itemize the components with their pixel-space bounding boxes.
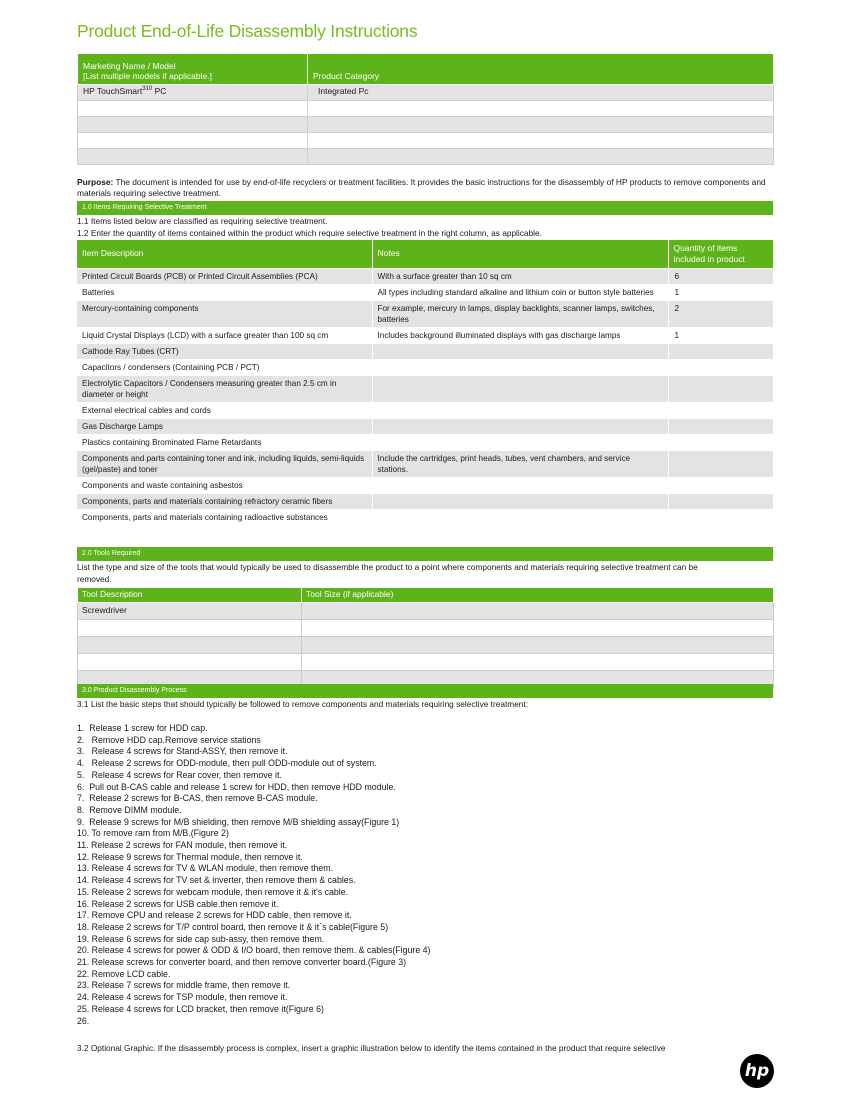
items-table-row	[77, 402, 773, 418]
item-description-header: Item Description	[77, 240, 372, 268]
items-table-row	[77, 343, 773, 359]
notes-cell: Include the cartridges, print heads, tubes, vent chambers, and service stations.	[372, 450, 668, 477]
product-row	[78, 133, 774, 149]
quantity-cell: 1	[668, 284, 773, 300]
tool-description-cell	[78, 620, 302, 637]
product-row	[78, 149, 774, 165]
item-description-cell: Plastics containing Brominated Flame Retardants	[77, 434, 372, 450]
items-table-row	[77, 418, 773, 434]
items-table-row	[77, 509, 773, 525]
model-name: HP TouchSmart	[83, 86, 143, 96]
disassembly-step: 26.	[77, 1015, 90, 1026]
notes-cell	[372, 477, 668, 493]
section-1-heading: 1.0 Items Requiring Selective Treatment	[77, 201, 773, 215]
section-3-line-1: 3.1 List the basic steps that should typically be followed to remove components and materials requiring selective treatment:	[77, 699, 529, 709]
item-description-cell: Liquid Crystal Displays (LCD) with a surface greater than 100 sq cm	[77, 327, 372, 343]
items-table-row	[77, 359, 773, 375]
section-1-line-1: 1.1 Items listed below are classified as requiring selective treatment.	[77, 216, 328, 226]
item-description-cell: Mercury-containing components	[77, 300, 372, 327]
disassembly-step: 6. Pull out B-CAS cable and release 1 screw for HDD, then remove HDD module.	[77, 781, 396, 792]
disassembly-step: 17. Remove CPU and release 2 screws for HDD cable, then remove it.	[77, 910, 352, 921]
tool-size-cell	[302, 637, 774, 654]
notes-cell: All types including standard alkaline and lithium coin or button style batteries	[372, 284, 668, 300]
tools-table-row	[78, 620, 774, 637]
items-table-row	[77, 284, 773, 300]
items-table-header	[77, 240, 773, 268]
category-header: Product Category	[308, 54, 774, 85]
disassembly-step: 4. Release 2 screws for ODD-module, then pull ODD-module out of system.	[77, 758, 377, 769]
disassembly-step: 13. Release 4 screws for TV & WLAN module, then remove them.	[77, 863, 334, 874]
quantity-cell	[668, 402, 773, 418]
tools-table	[77, 587, 774, 688]
notes-cell	[372, 402, 668, 418]
product-table-header	[78, 54, 774, 85]
model-sup: 310	[142, 86, 153, 93]
disassembly-step: 22. Remove LCD cable.	[77, 968, 171, 979]
notes-cell	[372, 359, 668, 375]
hp-logo: hp	[740, 1054, 774, 1088]
disassembly-step: 5. Release 4 screws for Rear cover, then remove it.	[77, 769, 282, 780]
quantity-cell	[668, 418, 773, 434]
tool-size-header: Tool Size (if applicable)	[302, 588, 774, 603]
quantity-cell: 6	[668, 268, 773, 284]
item-description-cell: External electrical cables and cords	[77, 402, 372, 418]
tool-description-cell: Screwdriver	[78, 603, 302, 620]
section-2-line-1: List the type and size of the tools that would typically be used to disassemble the product to a point where components and materials requiring selective treatment can be	[77, 562, 698, 572]
quantity-cell	[668, 509, 773, 525]
quantity-cell: 1	[668, 327, 773, 343]
items-table	[77, 240, 774, 526]
notes-cell	[372, 493, 668, 509]
quantity-cell	[668, 450, 773, 477]
item-description-cell: Electrolytic Capacitors / Condensers measuring greater than 2.5 cm in diameter or height	[77, 375, 372, 402]
tool-description-header: Tool Description	[78, 588, 302, 603]
model-header-line1: Marketing Name / Model	[83, 61, 176, 71]
items-table-row	[77, 493, 773, 509]
product-row	[78, 117, 774, 133]
disassembly-step: 21. Release screws for converter board, and then remove converter board.(Figure 3)	[77, 957, 407, 968]
category-cell: Integrated Pc	[308, 85, 774, 101]
model-suffix: PC	[152, 86, 167, 96]
disassembly-step: 20. Release 4 screws for power & ODD & I/O board, then remove them. & cables(Figure 4)	[77, 945, 431, 956]
section-2-heading: 2.0 Tools Required	[77, 547, 773, 561]
item-description-cell: Gas Discharge Lamps	[77, 418, 372, 434]
purpose-text: The document is intended for use by end-of-life recyclers or treatment facilities. It provides the basic instructions for the disassembly of HP products to remove components and materials requiring selective treatment.	[77, 177, 766, 198]
disassembly-step: 10. To remove ram from M/B.(Figure 2)	[77, 828, 229, 839]
disassembly-step: 3. Release 4 screws for Stand-ASSY, then remove it.	[77, 746, 288, 757]
quantity-cell	[668, 375, 773, 402]
section-2-line-2: removed.	[77, 574, 112, 584]
notes-header: Notes	[372, 240, 668, 268]
item-description-cell: Components, parts and materials containing radioactive substances	[77, 509, 372, 525]
disassembly-step: 1. Release 1 screw for HDD cap.	[77, 723, 208, 733]
notes-cell	[372, 434, 668, 450]
notes-cell	[372, 343, 668, 359]
tool-description-cell	[78, 637, 302, 654]
notes-cell	[372, 509, 668, 525]
item-description-cell: Batteries	[77, 284, 372, 300]
section-3-line-2: 3.2 Optional Graphic. If the disassembly process is complex, insert a graphic illustration below to identify the items contained in the product that require selective	[77, 1043, 666, 1053]
disassembly-step: 19. Release 6 screws for side cap sub-assy, then remove them.	[77, 933, 325, 944]
tool-size-cell	[302, 603, 774, 620]
model-header	[78, 54, 308, 85]
tools-table-row	[78, 603, 774, 620]
purpose-label: Purpose:	[77, 177, 114, 187]
tool-size-cell	[302, 654, 774, 671]
items-table-row	[77, 327, 773, 343]
page-title: Product End-of-Life Disassembly Instructions	[77, 21, 418, 41]
quantity-cell	[668, 359, 773, 375]
items-table-row	[77, 300, 773, 327]
items-table-row	[77, 450, 773, 477]
disassembly-step: 16. Release 2 screws for USB cable.then remove it.	[77, 898, 279, 909]
item-description-cell: Capacitors / condensers (Containing PCB / PCT)	[77, 359, 372, 375]
notes-cell: For example, mercury in lamps, display backlights, scanner lamps, switches, batteries	[372, 300, 668, 327]
purpose-paragraph	[77, 177, 773, 199]
disassembly-step: 18. Release 2 screws for T/P control board, then remove it & it`s cable(Figure 5)	[77, 921, 389, 932]
item-description-cell: Components, parts and materials containing refractory ceramic fibers	[77, 493, 372, 509]
notes-cell: Includes background illuminated displays with gas discharge lamps	[372, 327, 668, 343]
disassembly-step: 12. Release 9 screws for Thermal module, then remove it.	[77, 851, 303, 862]
model-cell	[78, 85, 308, 101]
quantity-header: Quantity of items included in product	[668, 240, 773, 268]
disassembly-steps	[77, 723, 773, 1027]
item-description-cell: Cathode Ray Tubes (CRT)	[77, 343, 372, 359]
quantity-cell	[668, 493, 773, 509]
disassembly-step: 9. Release 9 screws for M/B shielding, then remove M/B shielding assay(Figure 1)	[77, 816, 400, 827]
product-row	[78, 85, 774, 101]
notes-cell: With a surface greater than 10 sq cm	[372, 268, 668, 284]
disassembly-step: 24. Release 4 screws for TSP module, then remove it.	[77, 992, 288, 1003]
disassembly-step: 15. Release 2 screws for webcam module, then remove it & it's cable.	[77, 886, 349, 897]
notes-cell	[372, 418, 668, 434]
item-description-cell: Components and waste containing asbestos	[77, 477, 372, 493]
disassembly-step: 11. Release 2 screws for FAN module, then remove it.	[77, 840, 288, 851]
section-3-heading: 3.0 Product Disassembly Process	[77, 684, 773, 698]
tools-table-header	[78, 588, 774, 603]
items-table-row	[77, 375, 773, 402]
quantity-cell	[668, 477, 773, 493]
item-description-cell: Components and parts containing toner and ink, including liquids, semi-liquids (gel/paste) and toner	[77, 450, 372, 477]
quantity-cell	[668, 434, 773, 450]
tool-description-cell	[78, 654, 302, 671]
product-table	[77, 53, 774, 165]
tool-size-cell	[302, 620, 774, 637]
disassembly-step: 25. Release 4 screws for LCD bracket, then remove it(Figure 6)	[77, 1003, 324, 1014]
items-table-row	[77, 434, 773, 450]
disassembly-step: 7. Release 2 screws for B-CAS, then remove B-CAS module.	[77, 793, 318, 804]
disassembly-step: 8. Remove DIMM module.	[77, 804, 182, 815]
notes-cell	[372, 375, 668, 402]
items-table-row	[77, 477, 773, 493]
disassembly-step: 23. Release 7 screws for middle frame, then remove it.	[77, 980, 291, 991]
tools-table-row	[78, 654, 774, 671]
quantity-cell: 2	[668, 300, 773, 327]
quantity-cell	[668, 343, 773, 359]
product-row	[78, 101, 774, 117]
section-1-line-2: 1.2 Enter the quantity of items contained within the product which require selective treatment in the right column, as applicable.	[77, 228, 542, 238]
item-description-cell: Printed Circuit Boards (PCB) or Printed Circuit Assemblies (PCA)	[77, 268, 372, 284]
tools-table-row	[78, 637, 774, 654]
model-header-line2: [List multiple models if applicable.]	[83, 71, 212, 81]
items-table-row	[77, 268, 773, 284]
disassembly-step: 14. Release 4 screws for TV set & inverter, then remove them & cables.	[77, 875, 356, 886]
disassembly-step: 2. Remove HDD cap.Remove service stations	[77, 734, 261, 745]
